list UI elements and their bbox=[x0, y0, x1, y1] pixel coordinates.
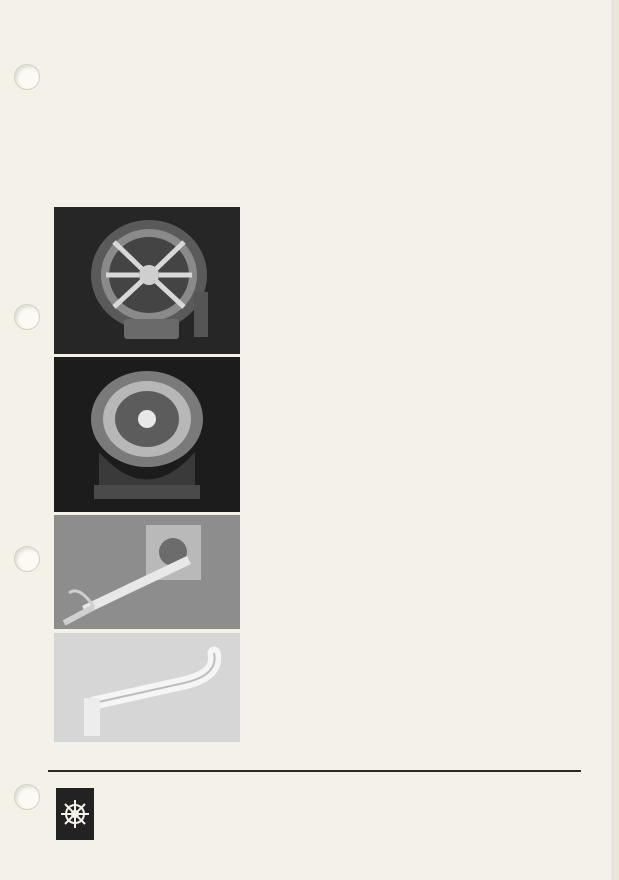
punch-hole bbox=[14, 64, 40, 90]
round-searchlight-photo bbox=[54, 357, 240, 512]
handle-grip-photo bbox=[54, 633, 240, 742]
footer-rule bbox=[48, 770, 581, 772]
ship-wheel-logo-icon bbox=[56, 788, 94, 840]
page-edge bbox=[611, 0, 619, 880]
punch-hole bbox=[14, 304, 40, 330]
floodlight-with-guard-photo bbox=[54, 207, 240, 354]
punch-hole bbox=[14, 784, 40, 810]
punch-hole bbox=[14, 546, 40, 572]
hand-spotlight-photo bbox=[54, 515, 240, 629]
